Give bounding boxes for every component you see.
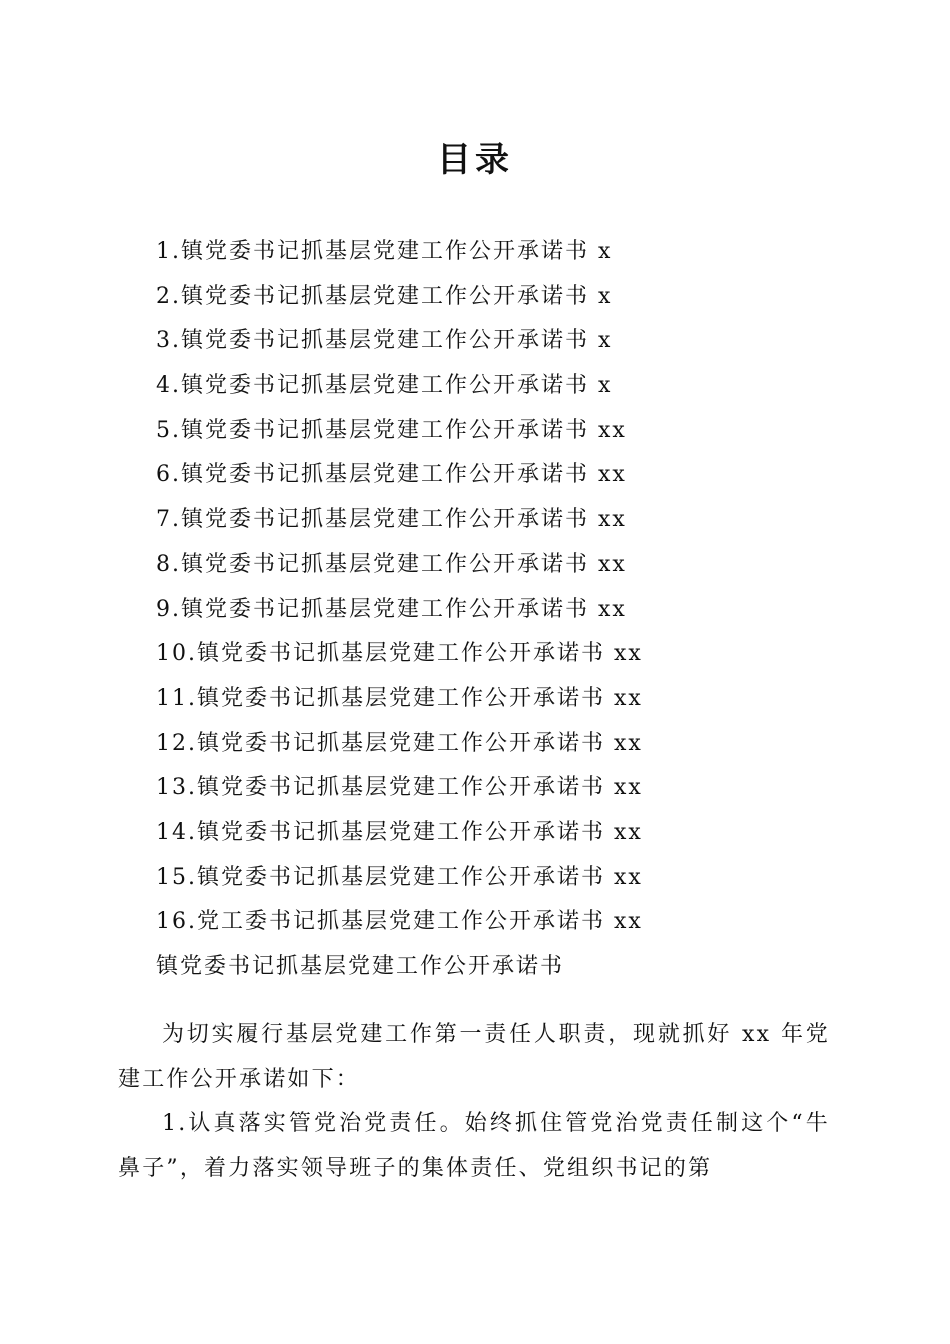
toc-item: 9.镇党委书记抓基层党建工作公开承诺书 xx — [156, 596, 627, 622]
page-title: 目录 — [437, 140, 513, 180]
toc-item: 10.镇党委书记抓基层党建工作公开承诺书 xx — [156, 641, 643, 667]
table-of-contents — [156, 230, 643, 945]
toc-item: 6.镇党委书记抓基层党建工作公开承诺书 xx — [156, 462, 627, 488]
toc-item: 2.镇党委书记抓基层党建工作公开承诺书 x — [156, 283, 613, 309]
toc-item: 16.党工委书记抓基层党建工作公开承诺书 xx — [156, 909, 643, 935]
toc-item: 5.镇党委书记抓基层党建工作公开承诺书 xx — [156, 417, 627, 443]
body-paragraph: 为切实履行基层党建工作第一责任人职责，现就抓好 xx 年党建工作公开承诺如下： — [118, 1022, 830, 1092]
section-heading: 镇党委书记抓基层党建工作公开承诺书 — [156, 954, 565, 979]
toc-item: 7.镇党委书记抓基层党建工作公开承诺书 xx — [156, 507, 627, 533]
toc-item: 3.镇党委书记抓基层党建工作公开承诺书 x — [156, 328, 613, 354]
body-paragraph: 1.认真落实管党治党责任。始终抓住管党治党责任制这个“牛鼻子”，着力落实领导班子的集体责任、党组织书记的第 — [118, 1111, 830, 1181]
toc-item: 4.镇党委书记抓基层党建工作公开承诺书 x — [156, 373, 613, 399]
toc-item: 14.镇党委书记抓基层党建工作公开承诺书 xx — [156, 819, 643, 845]
toc-item: 12.镇党委书记抓基层党建工作公开承诺书 xx — [156, 730, 643, 756]
toc-item: 1.镇党委书记抓基层党建工作公开承诺书 x — [156, 239, 613, 264]
toc-item: 15.镇党委书记抓基层党建工作公开承诺书 xx — [156, 864, 643, 890]
toc-item: 8.镇党委书记抓基层党建工作公开承诺书 xx — [156, 551, 627, 577]
toc-item: 13.镇党委书记抓基层党建工作公开承诺书 xx — [156, 775, 643, 801]
toc-item: 11.镇党委书记抓基层党建工作公开承诺书 xx — [156, 685, 643, 711]
